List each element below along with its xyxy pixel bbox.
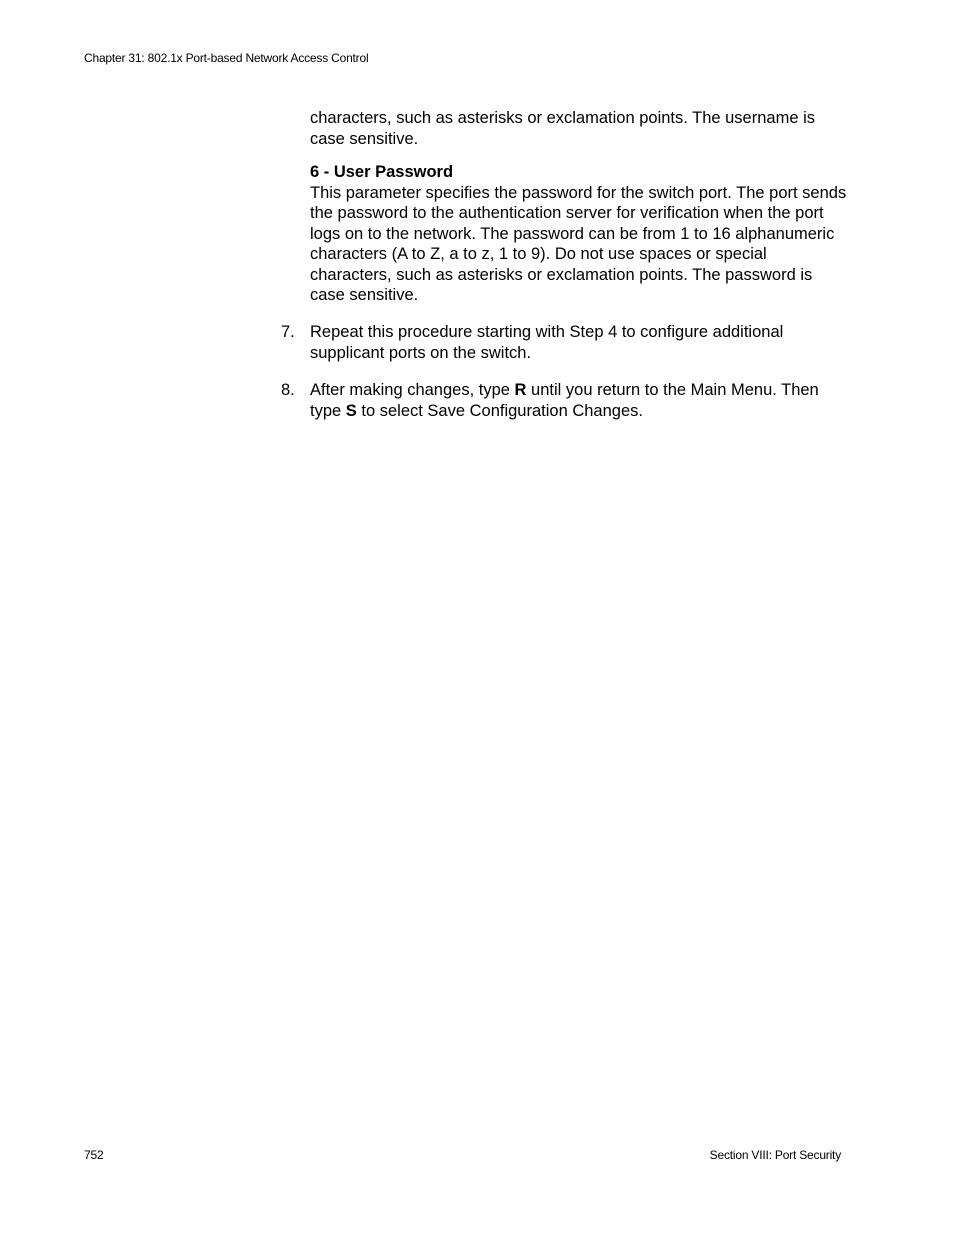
step-text-part: to select Save Configuration Changes. bbox=[356, 401, 643, 420]
user-password-heading: 6 - User Password bbox=[310, 163, 454, 181]
key-r: R bbox=[514, 381, 527, 399]
page-number: 752 bbox=[84, 1148, 104, 1162]
user-password-section bbox=[310, 162, 850, 306]
continued-paragraph: characters, such as asterisks or exclamation points. The username is case sensitive. bbox=[310, 109, 815, 148]
footer-section-title: Section VIII: Port Security bbox=[709, 1148, 841, 1162]
step-text: Repeat this procedure starting with Step 4 to configure additional supplicant ports on the switch. bbox=[310, 323, 784, 362]
step-number: 7. bbox=[281, 323, 295, 341]
step-text bbox=[310, 380, 850, 421]
user-password-description: This parameter specifies the password for the switch port. The port sends the password to the authentication server for verification when the port logs on to the network. The password can be from 1 to 16 alphanumeric characters (A to Z, a to z, 1 to 9). Do not use spaces or special characters, such as asterisks or exclamation points. The password is case sensitive. bbox=[310, 183, 847, 304]
key-s: S bbox=[345, 401, 357, 420]
step-number: 8. bbox=[281, 381, 295, 399]
step-text-part: until you return to the Main Menu. Then type bbox=[310, 381, 819, 420]
step-text-part: After making changes, type bbox=[310, 381, 515, 399]
running-header-chapter: Chapter 31: 802.1x Port-based Network Access Control bbox=[84, 51, 369, 65]
